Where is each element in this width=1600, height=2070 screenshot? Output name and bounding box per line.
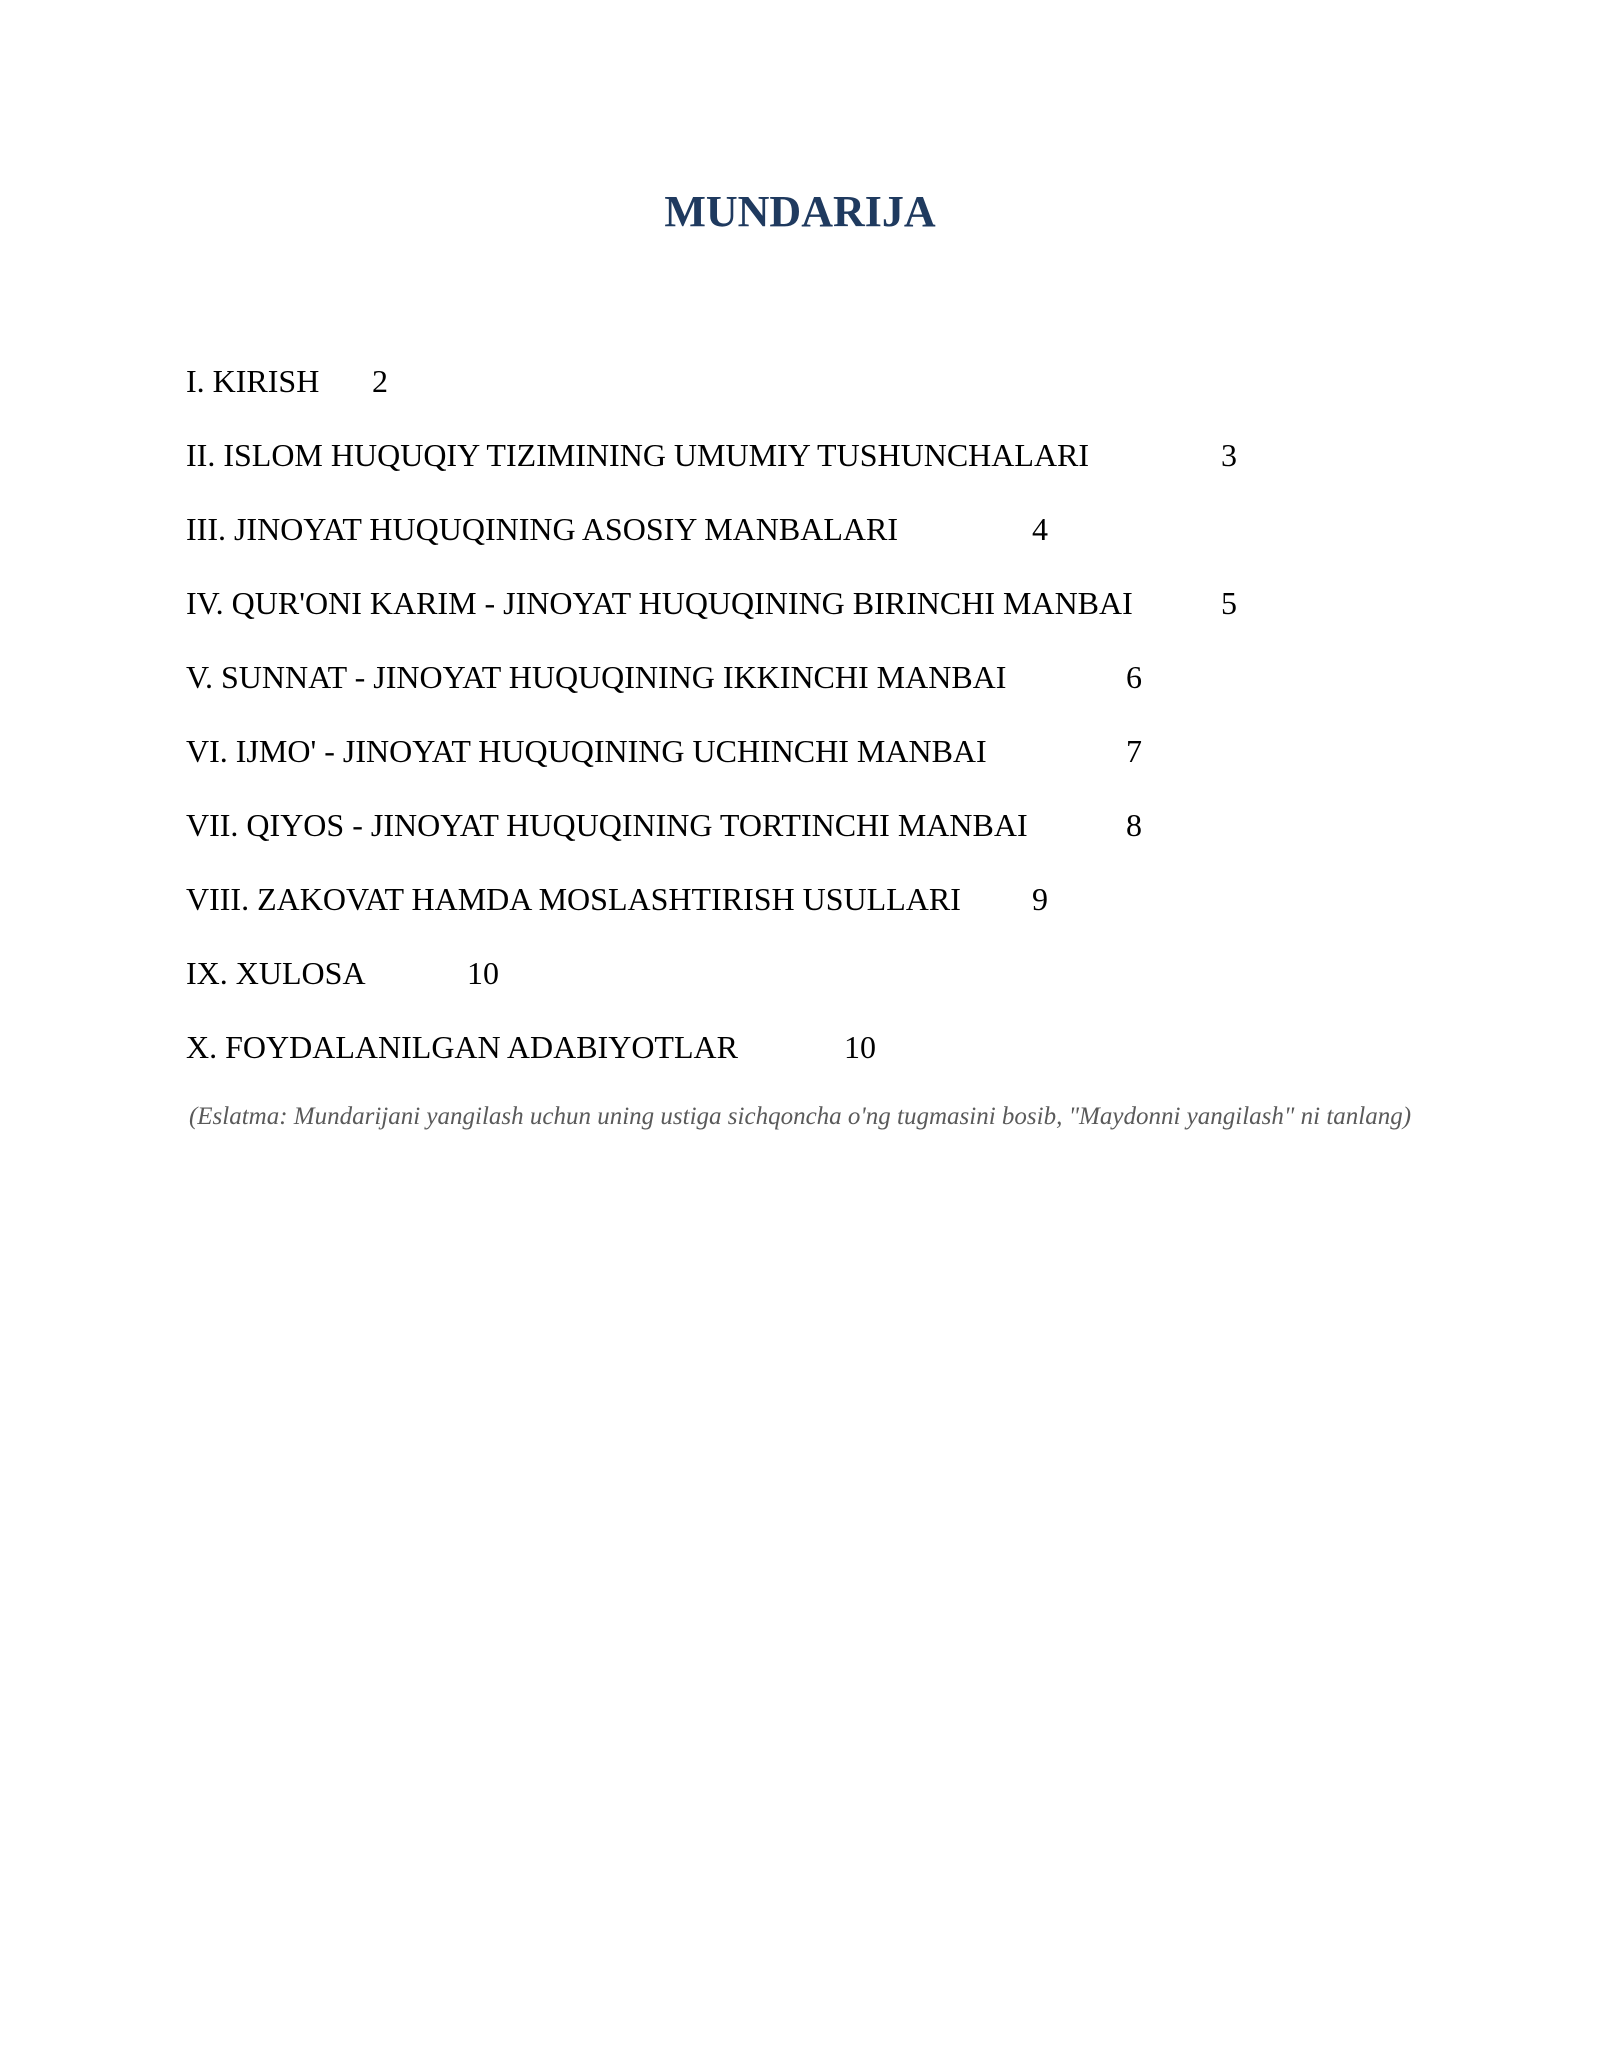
toc-entry-label: IX. XULOSA — [186, 955, 366, 991]
update-note: (Eslatma: Mundarijani yangilash uchun uning ustiga sichqoncha o'ng tugmasini bosib, "Maydonni yangilash" ni tanlang) — [188, 1103, 1412, 1130]
toc-entry-label: II. ISLOM HUQUQIY TIZIMINING UMUMIY TUSHUNCHALARI — [186, 437, 1090, 473]
toc-entry-label: I. KIRISH — [186, 363, 320, 399]
toc-entry-page-number: 2 — [372, 363, 388, 399]
toc-entry-label: X. FOYDALANILGAN ADABIYOTLAR — [186, 1029, 738, 1065]
toc-entry-page-number: 9 — [1032, 881, 1048, 917]
toc-entry-label: III. JINOYAT HUQUQINING ASOSIY MANBALARI — [186, 511, 898, 547]
toc-entry-sunnat[interactable] — [186, 654, 1436, 728]
toc-entry-xulosa[interactable] — [186, 950, 1436, 1024]
toc-entry-page-number: 6 — [1126, 659, 1142, 695]
toc-entry-page-number: 3 — [1221, 437, 1237, 473]
toc-entry-umumiy-tushunchalar[interactable] — [186, 432, 1436, 506]
toc-entry-label: VII. QIYOS - JINOYAT HUQUQINING TORTINCHI MANBAI — [186, 807, 1028, 843]
toc-entry-kirish[interactable] — [186, 358, 1436, 432]
toc-entry-qiyos[interactable] — [186, 802, 1436, 876]
toc-entry-label: IV. QUR'ONI KARIM - JINOYAT HUQUQINING BIRINCHI MANBAI — [186, 585, 1133, 621]
toc-entry-adabiyotlar[interactable] — [186, 1024, 1436, 1098]
table-of-contents — [186, 358, 1436, 1098]
toc-entry-qurоni-karim[interactable] — [186, 580, 1436, 654]
toc-entry-label: V. SUNNAT - JINOYAT HUQUQINING IKKINCHI MANBAI — [186, 659, 1007, 695]
toc-entry-page-number: 7 — [1126, 733, 1142, 769]
toc-entry-ijmo[interactable] — [186, 728, 1436, 802]
toc-entry-zakovat[interactable] — [186, 876, 1436, 950]
toc-entry-asosiy-manbalar[interactable] — [186, 506, 1436, 580]
toc-entry-label: VIII. ZAKOVAT HAMDA MOSLASHTIRISH USULLARI — [186, 881, 961, 917]
toc-entry-page-number: 8 — [1126, 807, 1142, 843]
toc-entry-page-number: 10 — [467, 955, 499, 991]
page-title: MUNDARIJA — [664, 187, 936, 236]
toc-entry-label: VI. IJMO' - JINOYAT HUQUQINING UCHINCHI MANBAI — [186, 733, 987, 769]
toc-entry-page-number: 10 — [844, 1029, 876, 1065]
toc-entry-page-number: 5 — [1221, 585, 1237, 621]
toc-entry-page-number: 4 — [1032, 511, 1048, 547]
